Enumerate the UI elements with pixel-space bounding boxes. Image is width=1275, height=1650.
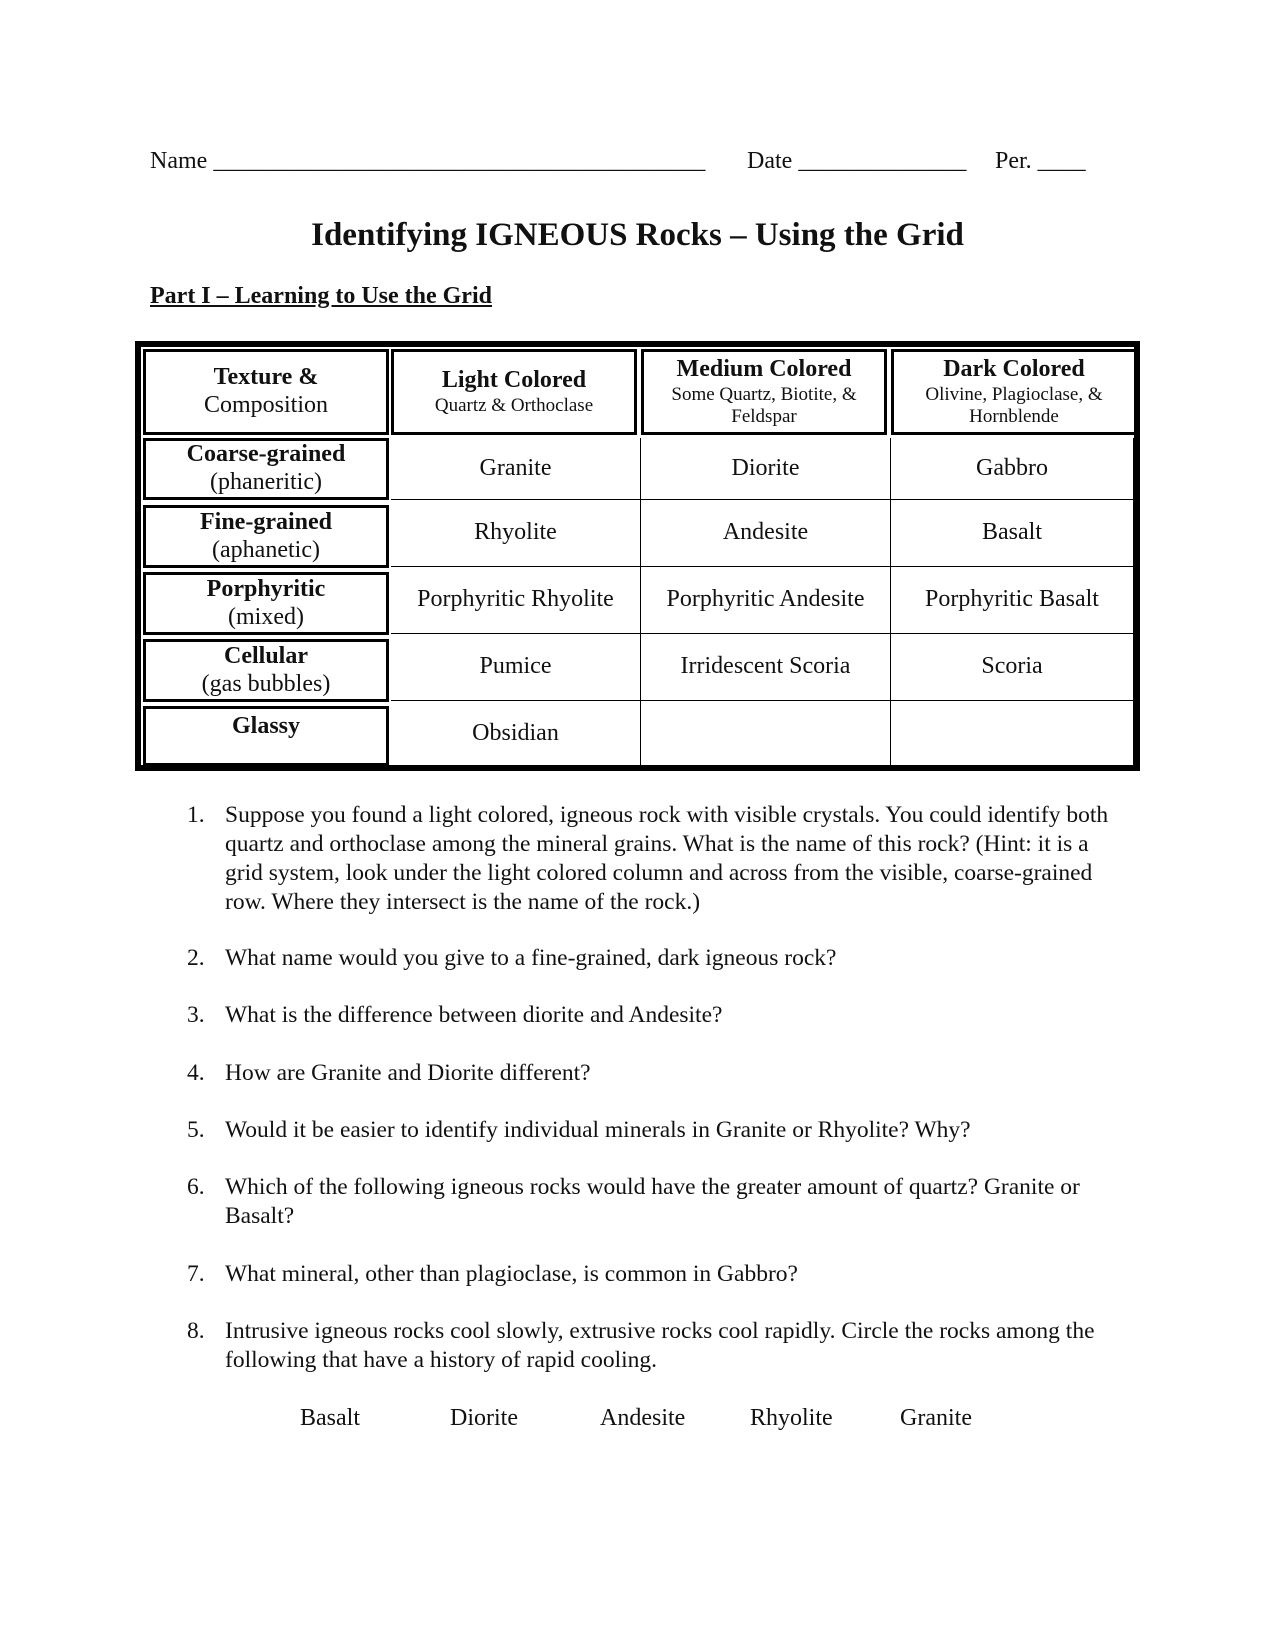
choice-item[interactable]: Diorite <box>450 1405 518 1431</box>
question-2 <box>187 944 1167 974</box>
part-heading: Part I – Learning to Use the Grid <box>150 283 492 309</box>
page-title: Identifying IGNEOUS Rocks – Using the Grid <box>311 217 964 253</box>
question-text: Would it be easier to identify individual minerals in Granite or Rhyolite? Why? <box>225 1117 971 1143</box>
column-title: Dark Colored <box>943 356 1085 383</box>
question-number: 6. <box>187 1174 205 1200</box>
column-title: Light Colored <box>441 367 587 394</box>
texture-note: (phaneritic) <box>210 469 322 495</box>
texture-label: Cellular <box>224 642 308 669</box>
date-field[interactable] <box>747 148 966 175</box>
grid-cell: Gabbro <box>891 438 1134 500</box>
column-subtitle: Some Quartz, Biotite, & Feldspar <box>671 383 857 427</box>
question-text: Intrusive igneous rocks cool slowly, extrusive rocks cool rapidly. Circle the rocks among the following that have a history of rapid cooling. <box>225 1318 1095 1373</box>
grid-cell: Pumice <box>391 634 641 701</box>
grid-cell: Irridescent Scoria <box>641 634 891 701</box>
period-label: Per. <box>995 148 1032 174</box>
grid-cell: Rhyolite <box>391 500 641 567</box>
choice-item[interactable]: Granite <box>900 1405 972 1431</box>
column-subtitle: Composition <box>203 392 329 418</box>
texture-label: Glassy <box>231 713 300 739</box>
question-1 <box>187 801 1167 921</box>
row-header-coarse <box>143 438 389 500</box>
grid-cell: Granite <box>391 438 641 500</box>
grid-cell: Porphyritic Rhyolite <box>391 567 641 634</box>
name-line[interactable]: _________________________________________ <box>213 148 706 174</box>
texture-note: (mixed) <box>228 603 304 630</box>
grid-cell: Diorite <box>641 438 891 500</box>
question-text: Which of the following igneous rocks would have the greater amount of quartz? Granite or Basalt? <box>225 1174 1080 1229</box>
row-header-fine <box>143 505 389 568</box>
grid-cell <box>891 701 1134 768</box>
column-title: Medium Colored <box>676 356 852 383</box>
choice-item[interactable]: Basalt <box>300 1405 360 1431</box>
texture-label: Fine-grained <box>200 508 332 535</box>
date-line[interactable]: ______________ <box>798 148 967 174</box>
question-text: What name would you give to a fine-grained, dark igneous rock? <box>225 945 837 971</box>
grid-cell: Porphyritic Andesite <box>641 567 891 634</box>
choice-item[interactable]: Andesite <box>600 1405 686 1431</box>
column-header-medium <box>641 349 887 435</box>
row-header-cellular <box>143 639 389 702</box>
question-6 <box>187 1173 1167 1233</box>
column-subtitle: Quartz & Orthoclase <box>434 394 594 416</box>
column-subtitle: Olivine, Plagioclase, & Hornblende <box>925 383 1103 427</box>
date-label: Date <box>747 148 793 174</box>
grid-cell: Andesite <box>641 500 891 567</box>
period-field[interactable] <box>995 148 1086 175</box>
texture-note: (aphanetic) <box>212 536 320 563</box>
question-text: What mineral, other than plagioclase, is common in Gabbro? <box>225 1261 798 1287</box>
column-header-dark <box>891 349 1137 435</box>
question-number: 8. <box>187 1318 205 1344</box>
grid-cell: Scoria <box>891 634 1134 701</box>
grid-cell: Basalt <box>891 500 1134 567</box>
igneous-rock-grid <box>135 341 1140 771</box>
question-number: 4. <box>187 1060 205 1086</box>
row-header-porphyritic <box>143 572 389 635</box>
column-header-light <box>391 349 637 435</box>
question-3 <box>187 1001 1167 1031</box>
grid-cell: Porphyritic Basalt <box>891 567 1134 634</box>
question-number: 2. <box>187 945 205 971</box>
question-number: 3. <box>187 1002 205 1028</box>
grid-cell <box>641 701 891 768</box>
row-header-glassy <box>143 706 389 766</box>
column-header-texture <box>143 349 389 435</box>
question-4 <box>187 1059 1167 1089</box>
choice-item[interactable]: Rhyolite <box>750 1405 833 1431</box>
texture-label: Coarse-grained <box>186 441 346 468</box>
name-field[interactable] <box>150 148 705 175</box>
question-number: 5. <box>187 1117 205 1143</box>
question-text: Suppose you found a light colored, igneous rock with visible crystals. You could identify both quartz and orthoclase among the mineral grains. What is the name of this rock? (Hint: it is a grid system, look under the light colored column and across from the visible, coarse-grained row. Where they intersect is the name of the rock.) <box>225 802 1109 915</box>
question-5 <box>187 1116 1167 1146</box>
texture-label: Porphyritic <box>206 575 326 602</box>
question-number: 1. <box>187 802 205 828</box>
question-number: 7. <box>187 1261 205 1287</box>
period-line[interactable]: ____ <box>1037 148 1086 174</box>
question-text: How are Granite and Diorite different? <box>225 1060 591 1086</box>
question-text: What is the difference between diorite and Andesite? <box>225 1002 723 1028</box>
question-7 <box>187 1260 1167 1290</box>
column-title: Texture & <box>213 364 319 391</box>
grid-cell: Obsidian <box>391 701 641 768</box>
texture-note: (gas bubbles) <box>201 670 331 697</box>
name-label: Name <box>150 148 208 174</box>
question-8 <box>187 1317 1167 1377</box>
